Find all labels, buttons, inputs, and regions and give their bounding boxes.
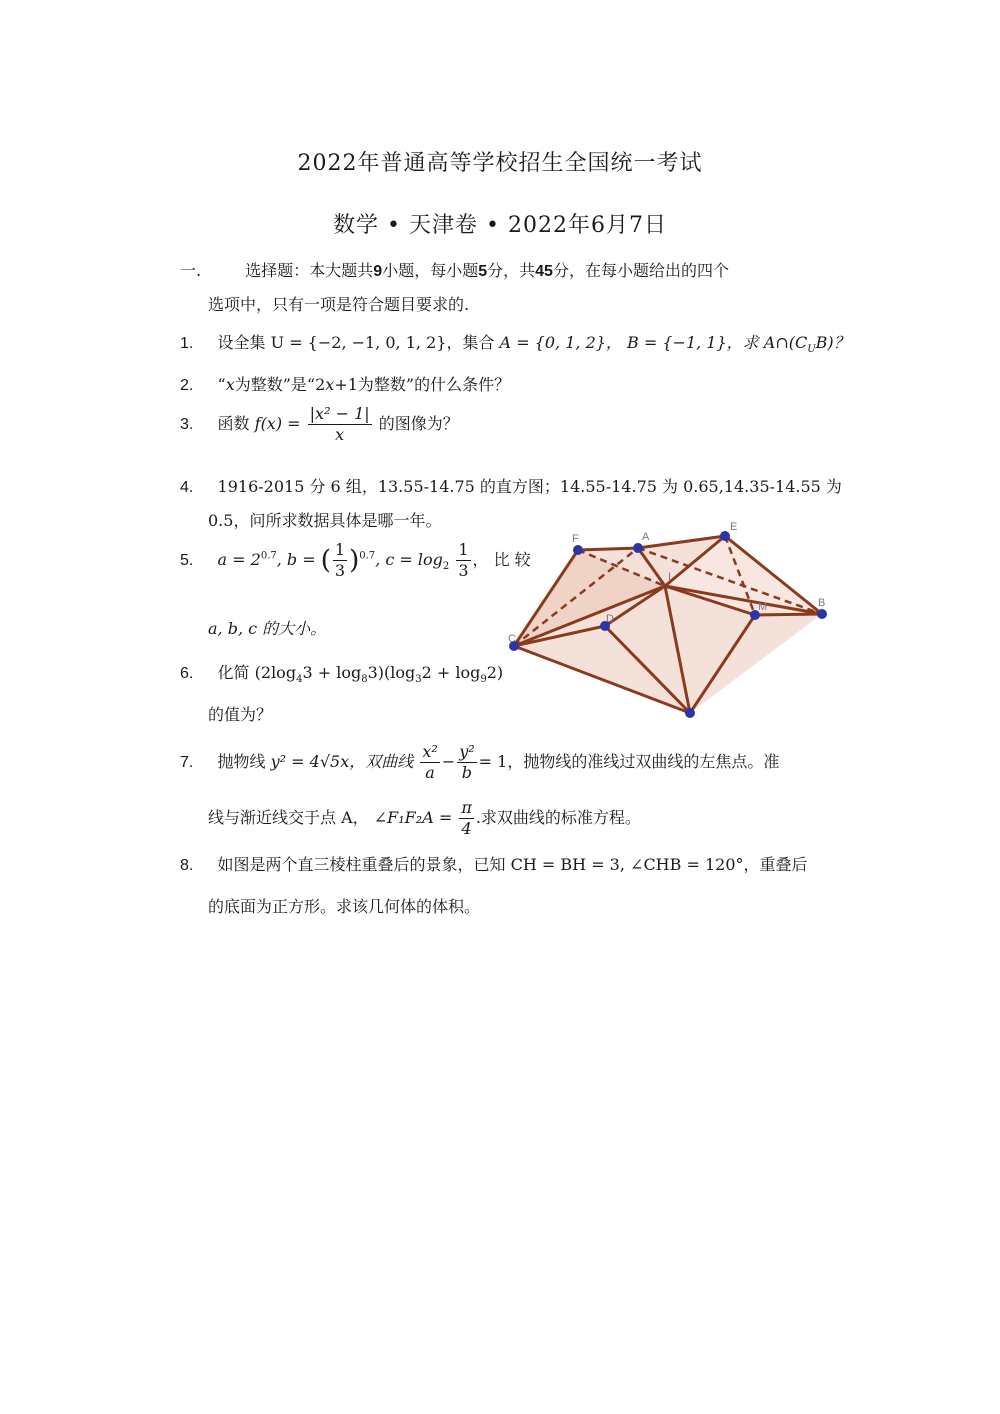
- question-text: B = {−1, 1}，求: [627, 333, 759, 352]
- question-text: ， 比 较: [472, 550, 531, 569]
- expression: 3)(log: [367, 663, 416, 682]
- expression: 2): [486, 663, 504, 682]
- section-header: [180, 258, 729, 281]
- fraction: [459, 798, 474, 839]
- fraction-numerator: π: [461, 798, 472, 817]
- section-text: 分，共: [487, 261, 536, 280]
- exam-title: 2022年普通高等学校招生全国统一考试: [297, 151, 703, 176]
- question-text: = 1，抛物线的准线过双曲线的左焦点。准: [478, 752, 780, 771]
- expression: (2log: [254, 663, 297, 682]
- section-line-2: 选项中，只有一项是符合题目要求的.: [208, 295, 470, 314]
- question-4-line-2: 0.5，问所求数据具体是哪一年。: [208, 511, 442, 530]
- expression: 2 + log: [421, 663, 481, 682]
- question-text: , b =: [276, 550, 316, 569]
- subscript: 3: [415, 674, 422, 686]
- points-total: 45: [535, 263, 553, 280]
- question-text: “: [217, 375, 226, 394]
- vertex-f: [573, 545, 583, 555]
- label-m: M: [758, 601, 768, 613]
- operator: −: [441, 752, 456, 771]
- question-text: 1916-2015 分 6 组，13.55-14.75 的直方图；14.55-14.75 为 0.65,14.35-14.55 为: [217, 477, 842, 496]
- section-text: 分，在每小题给出的四个: [552, 261, 729, 280]
- section-text: 小题，每小题: [382, 261, 479, 280]
- question-number: 8.: [180, 857, 194, 874]
- question-text: 抛物线: [217, 752, 266, 771]
- prism-figure: [500, 518, 840, 718]
- question-text: B)？: [815, 333, 850, 352]
- question-number: 3.: [180, 416, 194, 433]
- exponent: 0.7: [359, 550, 376, 562]
- question-5-line-2: a, b, c 的大小。: [208, 619, 327, 638]
- question-7: [180, 742, 779, 783]
- vertex-b: [817, 609, 827, 619]
- exponent: 0.7: [260, 550, 277, 562]
- fraction-numerator: x²: [422, 742, 438, 761]
- question-number: 5.: [180, 552, 194, 569]
- question-8: [180, 852, 808, 875]
- edge: [578, 548, 638, 550]
- question-number: 4.: [180, 479, 194, 496]
- fraction-denominator: 3: [458, 561, 469, 580]
- question-7-line-2: [208, 798, 641, 839]
- question-text: A∩(C: [763, 333, 808, 352]
- fraction-denominator: 3: [334, 561, 346, 580]
- question-text: .求双曲线的标准方程。: [475, 808, 641, 827]
- question-number: 2.: [180, 377, 194, 394]
- question-3: [180, 404, 459, 445]
- fraction: [456, 540, 470, 581]
- fraction-denominator: a: [420, 762, 439, 783]
- fraction-denominator: 4: [459, 818, 474, 839]
- question-text: 设全集 U = {−2, −1, 0, 1, 2}，集合: [217, 333, 495, 352]
- fraction-numerator: 1: [458, 540, 469, 559]
- points-each: 5: [478, 263, 488, 280]
- label-b: B: [818, 597, 826, 609]
- question-text: y² = 4√5x，双曲线: [270, 752, 414, 771]
- question-4: [180, 474, 842, 497]
- question-6-line-2: 的值为？: [208, 705, 273, 724]
- subscript: 9: [480, 674, 487, 686]
- fraction-denominator: x: [308, 424, 372, 445]
- vertex-bottom: [685, 708, 695, 718]
- fraction: [333, 540, 347, 581]
- question-5: 5. $a = 2^{0.7}$, b = ( $\frac{1}{3}$ )$^{0.7}$, $c = \log_2$ $\frac{1}{3}$ ， 比 较: [180, 540, 531, 580]
- subscript: U: [807, 344, 816, 356]
- fraction: [420, 742, 439, 783]
- fraction-numerator: y²: [459, 742, 475, 761]
- label-e: E: [730, 521, 738, 533]
- expression: 3 + log: [302, 663, 362, 682]
- exam-subtitle: 数学 • 天津卷 • 2022年6月7日: [333, 213, 667, 238]
- question-8-line-2: 的底面为正方形。求该几何体的体积。: [208, 897, 481, 916]
- question-text: x: [325, 375, 335, 394]
- subscript: 8: [361, 674, 368, 686]
- question-2: [180, 372, 510, 395]
- question-number: 1.: [180, 335, 194, 352]
- edge: [755, 614, 822, 615]
- question-6: [180, 660, 503, 685]
- question-number: 7.: [180, 754, 194, 771]
- question-text: 的图像为？: [378, 414, 459, 433]
- fraction-denominator: b: [457, 762, 476, 783]
- label-d: D: [606, 613, 614, 625]
- question-text: +1为整数”的什么条件？: [334, 375, 511, 394]
- section-marker: 一.: [180, 261, 202, 280]
- question-text: x: [225, 375, 235, 394]
- question-text: a = 2: [217, 550, 261, 569]
- subscript: 4: [296, 674, 303, 686]
- question-text: 线与渐近线交于点 A，: [208, 808, 369, 827]
- vertex-a: [633, 543, 643, 553]
- question-text: 函数: [217, 414, 250, 433]
- label-f: F: [572, 533, 579, 545]
- question-text: 化简: [217, 663, 250, 682]
- question-count: 9: [373, 263, 383, 280]
- label-i: I: [668, 571, 672, 583]
- question-text: , c = log: [375, 550, 443, 569]
- function-label: f(x) =: [254, 414, 301, 433]
- label-a: A: [642, 531, 650, 543]
- question-number: 6.: [180, 665, 194, 682]
- subscript: 2: [442, 561, 450, 573]
- fraction-numerator: |x² − 1|: [309, 404, 370, 423]
- section-text: 选择题：本大题共: [245, 261, 374, 280]
- fraction: [457, 742, 476, 783]
- question-text: ∠F₁F₂A =: [373, 808, 453, 827]
- question-text: 为整数”是“2: [234, 375, 326, 394]
- fraction-numerator: 1: [334, 540, 346, 559]
- question-text: A = {0, 1, 2}，: [499, 333, 622, 352]
- label-c: C: [508, 633, 516, 645]
- question-text: 如图是两个直三棱柱重叠后的景象，已知 CH = BH = 3, ∠CHB = 120°，重叠后: [217, 855, 808, 874]
- question-1: [180, 330, 850, 355]
- vertex-e: [720, 531, 730, 541]
- fraction: [308, 404, 372, 445]
